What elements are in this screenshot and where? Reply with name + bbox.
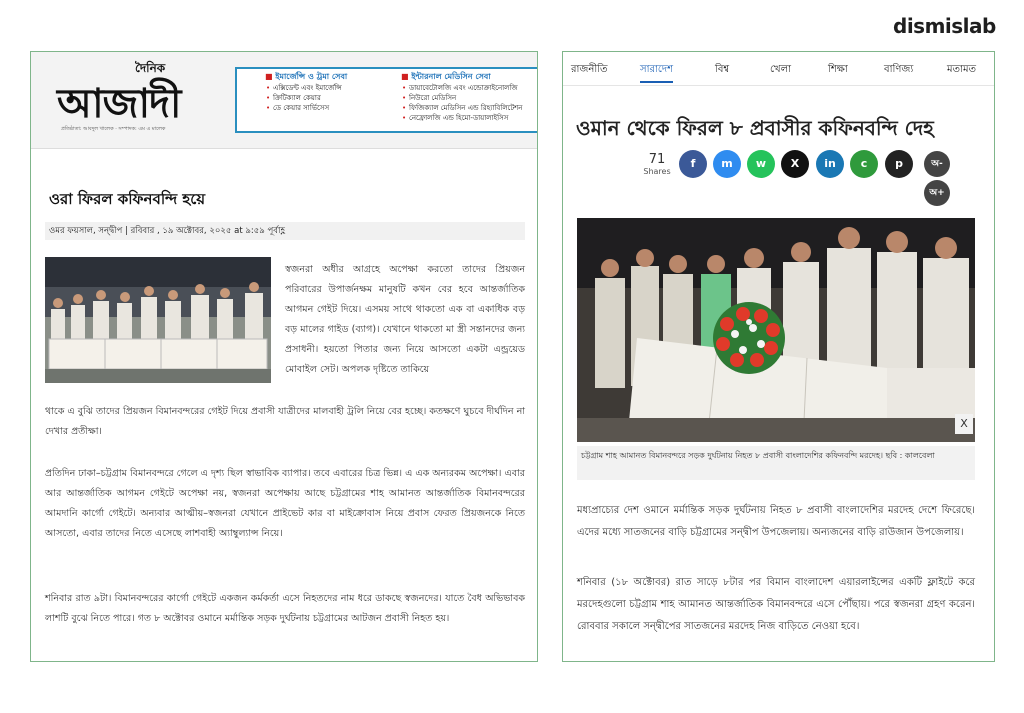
ad-item: • নেফ্রোলজি এন্ড হিমো-ডায়ালাইসিস [401,113,538,123]
print-icon[interactable]: p [885,150,913,178]
article-paragraph: থাকে এ বুঝি তাদের প্রিয়জন বিমানবন্দরের গেইট দিয়ে প্রবাসী যাত্রীদের মালবাহী ট্রলি নিয়ে বের হচ্ছে। কতক্ষণে ঘুচবে দীর্ঘদিন না দেখার প্রতীক্ষা। [45,406,525,437]
masthead-logo[interactable] [57,60,232,140]
ad-item: • ক্রিটিক্যাল কেয়ার [265,93,391,103]
nav-item-business[interactable]: বাণিজ্য [884,64,914,75]
right-article-panel [562,51,995,662]
ad-heading: ■ ইন্টারনাল মেডিসিন সেবা [401,72,491,81]
share-label: Shares [643,167,671,176]
article-paragraph: প্রতিদিন ঢাকা–চট্টগ্রাম বিমানবন্দরে গেলে এ দৃশ্য ছিল স্বাভাবিক ব্যাপার। তবে এবারের চিত্র ভিন্ন। এ এক অন্যরকম অপেক্ষা। এবার আর আন্তর্জাতিক আগমন গেইটে অপেক্ষা নয়, স্বজনরা অপেক্ষায় আছে চট্টগ্রামের শাহ আমানত আন্তর্জাতিক বিমানবন্দরের আমদানি কার্গো গেইটে। অন্যবার আত্মীয়–স্বজনরা যেখানে প্রাইভেট কার বা মাইক্রোবাস নিয়ে প্রবাস ফেরত প্রিয়জনকে নিতে আসতো, এবার তাদের নিতে এসেছে লাশবাহী অ্যাম্বুল্যান্স নিয়ে। [45,468,525,539]
ad-item: • নিউরো মেডিসিন [401,93,538,103]
linkedin-share-icon[interactable]: in [816,150,844,178]
close-icon[interactable]: X [955,414,973,434]
newspaper-header [31,52,537,149]
nav-item-world[interactable]: বিশ্ব [715,64,730,75]
article-paragraph: শনিবার (১৮ অক্টোবর) রাত সাড়ে ৮টার পর বিমান বাংলাদেশ এয়ারলাইন্সের একটি ফ্লাইটে করে মরদেহগুলো চট্টগ্রাম শাহ আমানত আন্তর্জাতিক বিমানবন্দরে এসে পৌঁছায়। পরে স্বজনরা গ্রহণ করেন। রোববার সকালে সন্দ্বীপের সাতজনের মরদেহ নিজ বাড়িতে নেওয়া হবে। [577,577,975,632]
article-photo [577,218,975,442]
ad-column-medicine [401,72,538,123]
article-byline: ওমর ফয়সাল, সন্দ্বীপ | রবিবার , ১৯ অক্টোবর, ২০২৫ at ৯:৫৯ পূর্বাহ্ণ [45,222,525,240]
article-photo [45,257,271,383]
nav-item-opinion[interactable]: মতামত [947,64,977,75]
article-paragraph: শনিবার রাত ৯টা। বিমানবন্দরের কার্গো গেইটে একজন কর্মকর্তা এসে নিহতদের নাম ধরে ডাকছে স্বজনদের। যাতে বৈধ অভিভাবক লাশটি বুঝে নিতে পারে। গত ৮ অক্টোবর ওমানে মর্মান্তিক সড়ক দুর্ঘটনায় চট্টগ্রামের আটজন প্রবাসী নিহত হয়। [45,593,525,624]
x-share-icon[interactable]: X [781,150,809,178]
facebook-share-icon[interactable]: f [679,150,707,178]
ad-item: • এক্সিডেন্ট এবং ইমার্জেন্সি [265,83,391,93]
left-article-panel [30,51,538,662]
whatsapp-share-icon[interactable]: w [747,150,775,178]
ad-item: • ডে কেয়ার সার্ভিসেস [265,103,391,113]
article-title: ওমান থেকে ফিরল ৮ প্রবাসীর কফিনবন্দি দেহ [576,116,934,140]
article-title: ওরা ফিরল কফিনবন্দি হয়ে [49,190,206,208]
masthead-title: আজাদী [57,80,181,127]
masthead-small: দৈনিক [135,61,166,75]
nav-item-politics[interactable]: রাজনীতি [571,64,608,75]
nav-item-sports[interactable]: খেলা [770,64,791,75]
article-paragraph: স্বজনরা অধীর আগ্রহে অপেক্ষা করতো তাদের প্রিয়জন পরিবারের উপার্জনক্ষম মানুষটি কখন বের হবে আন্তর্জাতিক আগমন গেইট দিয়ে। এসময় সাথে থাকতো এক বা একাধিক বড় বড় মালের গাইড (ব্যাগ)। যেখানে থাকতো মা স্ত্রী সন্তানদের জন্য প্রসাধনী। হয়তো পিতার জন্য নিয়ে আসতো একটা এন্ড্রয়েড মোবাইল সেট। অপলক দৃষ্টিতে তাকিয়ে [285,264,525,375]
font-increase-button[interactable]: অ+ [924,180,950,206]
article-paragraph: মধ্যপ্রাচ্যের দেশ ওমানে মর্মান্তিক সড়ক দুর্ঘটনায় নিহত ৮ প্রবাসী বাংলাদেশির মরদেহ দেশে ফিরেছে। এদের মধ্যে সাতজনের বাড়ি চট্টগ্রামের সন্দ্বীপ উপজেলায়। অন্যজনের বাড়ি রাউজান উপজেলায়। [577,505,975,538]
nav-item-country[interactable]: সারাদেশ [640,62,673,83]
photo-caption: চট্টগ্রাম শাহ আমানত বিমানবন্দরে সড়ক দুর্ঘটনায় নিহত ৮ প্রবাসী বাংলাদেশির কফিনবন্দি মরদেহ। ছবি : কালবেলা [577,446,975,480]
ad-column-emergency [265,72,391,113]
ad-item: • ডায়াবেটোলজি এবং এন্ডোক্রাইনোলজি [401,83,538,93]
copy-link-icon[interactable]: c [850,150,878,178]
category-nav [563,52,994,86]
ad-item: • ফিজিক্যাল মেডিসিন এন্ড রিহ্যাবিলিটেশন [401,103,538,113]
ad-heading: ■ ইমার্জেন্সি ও ট্রমা সেবা [265,72,348,81]
share-count: 71 [648,152,666,167]
share-counter [639,152,675,176]
nav-item-education[interactable]: শিক্ষা [828,64,848,75]
messenger-share-icon[interactable]: m [713,150,741,178]
brand-logo: dismislab [893,14,996,38]
hospital-ad-banner[interactable] [235,67,538,133]
font-decrease-button[interactable]: অ- [924,151,950,177]
masthead-tagline: প্রতিষ্ঠাতা: আবদুল খালেক · সম্পাদক: এম এ মালেক [61,126,166,132]
